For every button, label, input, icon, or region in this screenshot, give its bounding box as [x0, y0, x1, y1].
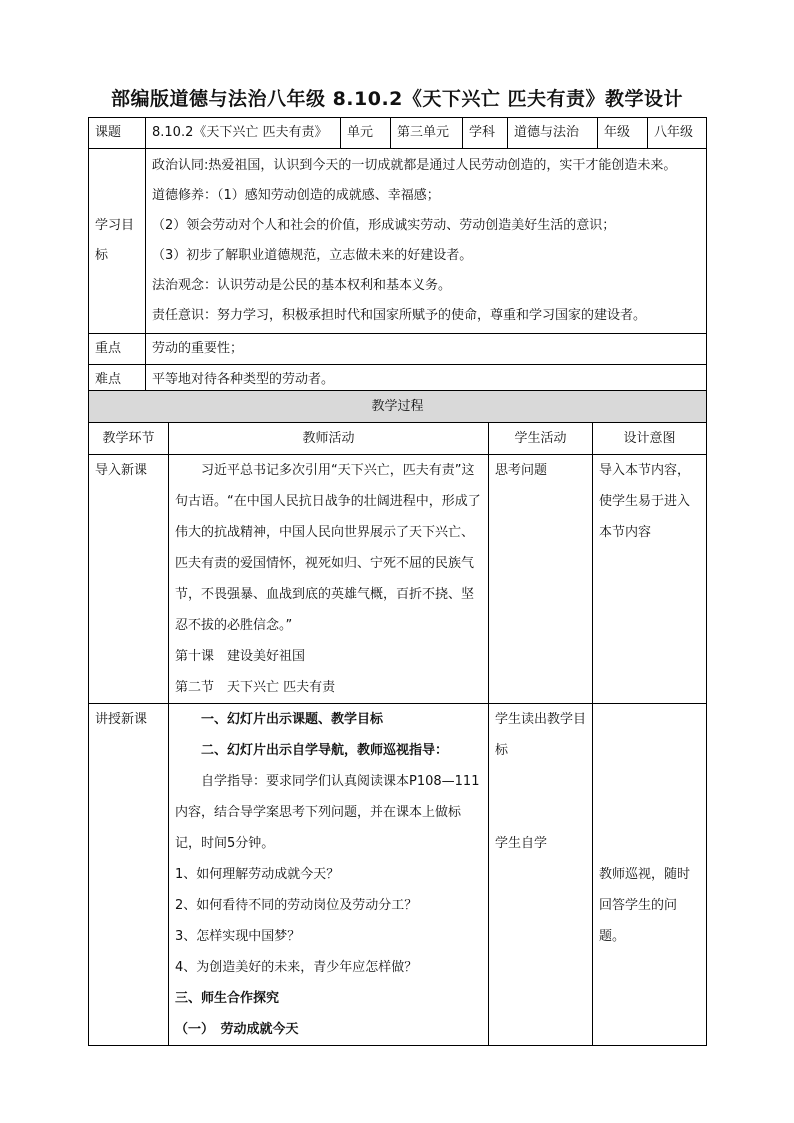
- lecture-step-2: 二、幻灯片出示自学导航，教师巡视指导：: [201, 743, 449, 758]
- lecture-student-activity-2: 学生自学: [495, 836, 548, 851]
- lecture-student-activity-1: 学生读出教学目标: [495, 712, 587, 758]
- intro-lesson-line: 第十课 建设美好祖国: [175, 649, 306, 664]
- process-header: 教学过程: [89, 391, 707, 423]
- info-table: [88, 117, 707, 396]
- process-header-row: [89, 391, 707, 423]
- difficult-value: 平等地对待各种类型的劳动者。: [146, 365, 707, 396]
- lecture-step-3: 三、师生合作探究: [175, 991, 280, 1006]
- question-3: 3、怎样实现中国梦？: [175, 929, 301, 944]
- goals-cell: [146, 149, 707, 334]
- unit-value: 第三单元: [391, 118, 463, 149]
- col-header-stage: 教学环节: [89, 423, 169, 455]
- lecture-intent-text: 教师巡视，随时回答学生的问题。: [599, 867, 691, 944]
- intro-intent: 导入本节内容，使学生易于进入本节内容: [593, 455, 707, 704]
- goals-row: [89, 149, 707, 334]
- goals-label: 学习目标: [89, 149, 146, 334]
- difficult-label: 难点: [89, 365, 146, 396]
- goal-line: 责任意识：努力学习，积极承担时代和国家所赋予的使命，尊重和学习国家的建设者。: [152, 308, 647, 323]
- lecture-teacher: [169, 704, 489, 1046]
- document-title: 部编版道德与法治八年级 8.10.2《天下兴亡 匹夫有责》教学设计: [110, 88, 684, 110]
- key-label: 重点: [89, 334, 146, 365]
- lesson-value: 8.10.2《天下兴亡 匹夫有责》: [146, 118, 341, 149]
- self-study-guide: 自学指导：要求同学们认真阅读课本P108—111内容，结合导学案思考下列问题，并在课本上做标记，时间5分钟。: [175, 774, 480, 851]
- key-row: [89, 334, 707, 365]
- goal-line: （3）初步了解职业道德规范，立志做未来的好建设者。: [152, 248, 473, 263]
- question-2: 2、如何看待不同的劳动岗位及劳动分工？: [175, 898, 418, 913]
- col-header-intent: 设计意图: [593, 423, 707, 455]
- grade-label: 年级: [598, 118, 648, 149]
- lecture-intent: [593, 704, 707, 1046]
- intro-teacher: [169, 455, 489, 704]
- lesson-row: [89, 118, 707, 149]
- intro-stage: 导入新课: [89, 455, 169, 704]
- unit-label: 单元: [341, 118, 391, 149]
- intro-teacher-paragraph: 习近平总书记多次引用“天下兴亡，匹夫有责”这句古语。“在中国人民抗日战争的壮阔进程中，形成了伟大的抗战精神，中国人民向世界展示了天下兴亡、匹夫有责的爱国情怀，视死如归、宁死不屈的民族气节，不畏强暴、血战到底的英雄气概，百折不挠、坚忍不拔的必胜信念。”: [175, 463, 481, 633]
- goal-line: 政治认同:热爱祖国，认识到今天的一切成就都是通过人民劳动创造的，实干才能创造未来。: [152, 158, 677, 173]
- question-4: 4、为创造美好的未来，青少年应怎样做？: [175, 960, 418, 975]
- intro-row: [89, 455, 707, 704]
- lecture-student: [489, 704, 593, 1046]
- lecture-step-1: 一、幻灯片出示课题、教学目标: [201, 712, 384, 727]
- subject-label: 学科: [463, 118, 508, 149]
- process-table: [88, 390, 707, 1046]
- col-header-teacher: 教师活动: [169, 423, 489, 455]
- intro-student: 思考问题: [489, 455, 593, 704]
- grade-value: 八年级: [648, 118, 707, 149]
- subject-value: 道德与法治: [508, 118, 598, 149]
- goal-line: （2）领会劳动对个人和社会的价值，形成诚实劳动、劳动创造美好生活的意识；: [152, 218, 616, 233]
- question-1: 1、如何理解劳动成就今天？: [175, 867, 340, 882]
- spacer: [599, 704, 700, 859]
- goal-line: 法治观念：认识劳动是公民的基本权利和基本义务。: [152, 278, 452, 293]
- col-header-student: 学生活动: [489, 423, 593, 455]
- lecture-row: [89, 704, 707, 1046]
- goal-line: 道德修养：（1）感知劳动创造的成就感、幸福感；: [152, 188, 440, 203]
- key-value: 劳动的重要性；: [146, 334, 707, 365]
- lecture-subsection-1: （一） 劳动成就今天: [175, 1022, 299, 1037]
- lecture-stage: 讲授新课: [89, 704, 169, 1046]
- intro-section-line: 第二节 天下兴亡 匹夫有责: [175, 680, 336, 695]
- column-header-row: [89, 423, 707, 455]
- lesson-label: 课题: [89, 118, 146, 149]
- spacer: [495, 766, 586, 828]
